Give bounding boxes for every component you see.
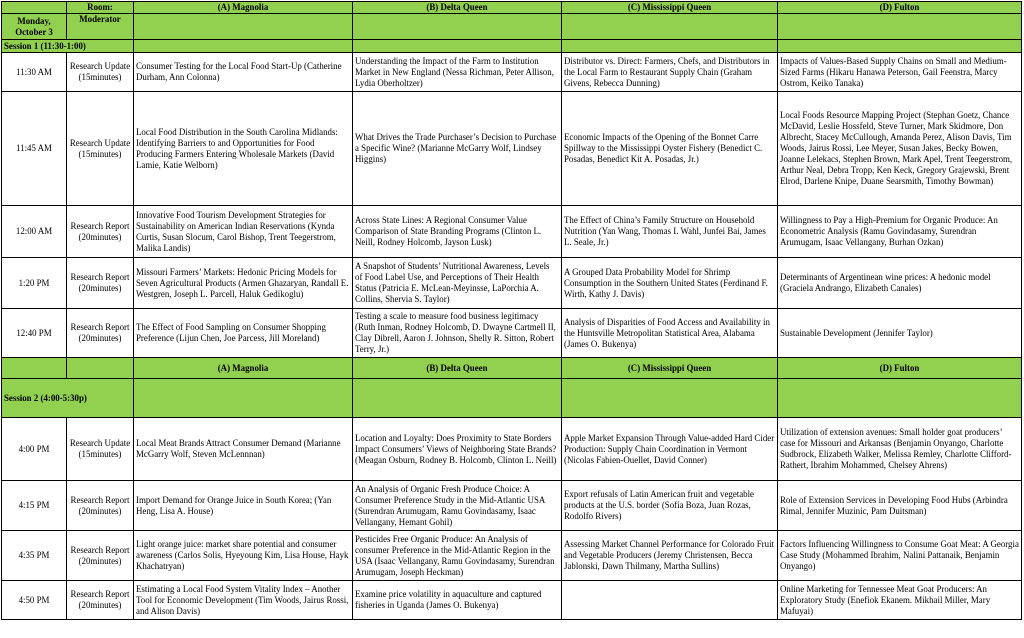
room-c-cell: Distributor vs. Direct: Farmers, Chefs, and Distributors in the Local Farm to Restaurant Supply Chain (Graham Givens, Rebecca Dunning) [562, 53, 778, 92]
s2-room-d-header: (D) Fulton [778, 358, 1022, 379]
time-cell: 4:00 PM [2, 418, 67, 481]
moderator-d [778, 14, 1022, 40]
time-cell: 12:00 AM [2, 206, 67, 258]
moderator-row [2, 14, 1022, 40]
table-row [2, 258, 1022, 309]
session2-body [2, 418, 1022, 620]
time-cell: 11:45 AM [2, 92, 67, 206]
room-b-cell: What Drives the Trade Purchaser’s Decision to Purchase a Specific Wine? (Marianne McGarry Wolf, Lindsey Higgins) [353, 92, 562, 206]
room-c-cell: The Effect of China’s Family Structure on Household Nutrition (Yan Wang, Thomas I. Wahl, Junfei Bai, James L. Seale, Jr.) [562, 206, 778, 258]
room-c-cell: Assessing Market Channel Performance for Colorado Fruit and Vegetable Producers (Jeremy Christensen, Becca Jablonski, Dawn Thilmany, Martha Sullins) [562, 531, 778, 581]
time-cell: 1:20 PM [2, 258, 67, 309]
room-d-cell: Online Marketing for Tennessee Meat Goat Producers: An Exploratory Study (Enefiok Ekanem. Mikhail Miller, Mary Mafuyai) [778, 581, 1022, 620]
room-a-cell: Local Food Distribution in the South Carolina Midlands: Identifying Barriers to and Opportunities for Food Producing Farmers Entering Wholesale Markets (David Lamie, Katie Welborn) [134, 92, 353, 206]
room-b-cell: Understanding the Impact of the Farm to Institution Market in New England (Nessa Richman, Peter Allison, Lydia Oberholtzer) [353, 53, 562, 92]
moderator-a [134, 14, 353, 40]
room-d-cell: Factors Influencing Willingness to Consume Goat Meat: A Georgia Case Study (Mohammed Ibrahim, Nalini Pattanaik, Benjamin Onyango) [778, 531, 1022, 581]
table-row [2, 531, 1022, 581]
room-d-cell: Determinants of Argentinean wine prices: A hedonic model (Graciela Andrango, Elizabeth Canales) [778, 258, 1022, 309]
session2-title: Session 2 (4:00-5:30p) [2, 379, 134, 418]
time-cell: 4:50 PM [2, 581, 67, 620]
room-b-cell: Across State Lines: A Regional Consumer Value Comparison of State Branding Programs (Clinton L. Neill, Rodney Holcomb, Jayson Lusk) [353, 206, 562, 258]
schedule-table [1, 1, 1022, 620]
type-cell: Research Update (15minutes) [67, 92, 134, 206]
room-d-header: (D) Fulton [778, 2, 1022, 14]
table-row [2, 309, 1022, 358]
room-b-cell: Pesticides Free Organic Produce: An Analysis of consumer Preference in the Mid-Atlantic Region in the USA (Isaac Vellangany, Ramu Govindasamy, Surendran Arumugam, Joseph Heckman) [353, 531, 562, 581]
table-row [2, 206, 1022, 258]
table-row [2, 481, 1022, 531]
session1-title-row [2, 40, 1022, 53]
type-cell: Research Report (20minutes) [67, 309, 134, 358]
time-cell: 4:35 PM [2, 531, 67, 581]
type-cell: Research Report (20minutes) [67, 481, 134, 531]
room-d-cell: Role of Extension Services in Developing Food Hubs (Arbindra Rimal, Jennifer Muzinic, Pam Duitsman) [778, 481, 1022, 531]
room-c-cell: Economic Impacts of the Opening of the Bonnet Carre Spillway to the Mississippi Oyster Fishery (Benedict C. Posadas, Benedict Kit A. Posadas, Jr.) [562, 92, 778, 206]
type-cell: Research Report (20minutes) [67, 258, 134, 309]
type-cell: Research Update (15minutes) [67, 53, 134, 92]
room-d-cell: Utilization of extension avenues: Small holder goat producers’ case for Missouri and Arkansas (Benjamin Onyango, Charlotte Sudbrock, Elizabeth Walker, Melissa Remley, Charlotte Clifford-Rathert, Ibrahim Mohammed, Chelsey Ahrens) [778, 418, 1022, 481]
type-cell: Research Report (20minutes) [67, 206, 134, 258]
type-cell: Research Update (15minutes) [67, 418, 134, 481]
room-a-cell: Innovative Food Tourism Development Strategies for Sustainability on American Indian Reservations (Kynda Curtis, Susan Slocum, Carol Bishop, Trent Teegerstrom, Malika Landis) [134, 206, 353, 258]
moderator-c [562, 14, 778, 40]
room-a-header: (A) Magnolia [134, 2, 353, 14]
room-c-cell: Export refusals of Latin American fruit and vegetable products at the U.S. border (Sofía Boza, Juan Rozas, Rodolfo Rivers) [562, 481, 778, 531]
moderator-b [353, 14, 562, 40]
room-a-cell: Import Demand for Orange Juice in South Korea; (Yan Heng, Lisa A. House) [134, 481, 353, 531]
room-label: Room: [67, 2, 134, 14]
room-a-cell: Consumer Testing for the Local Food Start-Up (Catherine Durham, Ann Colonna) [134, 53, 353, 92]
room-a-cell: Light orange juice: market share potential and consumer awareness (Carlos Solis, Hyeyoung Kim, Lisa House, Hayk Khachatryan) [134, 531, 353, 581]
room-header-row [2, 2, 1022, 14]
room-b-cell: A Snapshot of Students’ Nutritional Awareness, Levels of Food Label Use, and Perceptions of Their Health Status (Patricia E. McLean-Meyinsse, LaPorchia A. Collins, Shervia S. Taylor) [353, 258, 562, 309]
type-cell: Research Report (20minutes) [67, 531, 134, 581]
session1-title: Session 1 (11:30-1:00) [2, 40, 134, 53]
time-cell: 12:40 PM [2, 309, 67, 358]
table-row [2, 53, 1022, 92]
room-a-cell: Estimating a Local Food System Vitality Index – Another Tool for Economic Development (Tim Woods, Jairus Rossi, and Alison Davis) [134, 581, 353, 620]
room-b-cell: An Analysis of Organic Fresh Produce Choice: A Consumer Preference Study in the Mid-Atlantic USA (Surendran Arumugam, Ramu Govindasamy, Isaac Vellangany, Hemant Gohil) [353, 481, 562, 531]
corner-cell [2, 2, 67, 14]
time-cell: 11:30 AM [2, 53, 67, 92]
type-cell: Research Report (20minutes) [67, 581, 134, 620]
room-a-cell: The Effect of Food Sampling on Consumer Shopping Preference (Lijun Chen, Joe Parcess, Jill Moreland) [134, 309, 353, 358]
session2-room-row [2, 358, 1022, 379]
room-b-header: (B) Delta Queen [353, 2, 562, 14]
room-c-cell: Analysis of Disparities of Food Access and Availability in the Huntsville Metropolitan Statistical Area, Alabama (James O. Bukenya) [562, 309, 778, 358]
room-b-cell: Examine price volatility in aquaculture and captured fisheries in Uganda (James O. Bukenya) [353, 581, 562, 620]
s2-room-c-header: (C) Mississippi Queen [562, 358, 778, 379]
moderator-label: Moderator [67, 14, 134, 40]
room-b-cell: Testing a scale to measure food business legitimacy (Ruth Inman, Rodney Holcomb, D. Dwayne Cartmell II, Clay Dibrell, Aaron J. Johnson, Shelly R. Sitton, Robert Terry, Jr.) [353, 309, 562, 358]
room-d-cell: Willingness to Pay a High-Premium for Organic Produce: An Econometric Analysis (Ramu Govindasamy, Surendran Arumugam, Isaac Vellangany, Burhan Ozkan) [778, 206, 1022, 258]
table-row [2, 92, 1022, 206]
s2-room-b-header: (B) Delta Queen [353, 358, 562, 379]
room-c-cell: A Grouped Data Probability Model for Shrimp Consumption in the Southern United States (Ferdinand F. Wirth, Kathy J. Davis) [562, 258, 778, 309]
day-label: Monday, October 3 [2, 14, 67, 40]
room-d-cell: Local Foods Resource Mapping Project (Stephan Goetz, Chance McDavid, Leslie Hossfeld, Steve Turner, Mark Skidmore, Don Albrecht, Stacey McCullough, Amanda Perez, Alison Davis, Tim Woods, Jairus Rossi, Lee Meyer, Susan Jakes, Becky Bowen, Joanne Lelekacs, Stephen Brown, Mark Apel, Trent Teegerstrom, Arthur Neal, Debra Tropp, Ken Keck, Gregory Grajewski, Brent Elrod, Darlene Knipe, Duane Searsmith, Timothy Bowman) [778, 92, 1022, 206]
room-a-cell: Local Meat Brands Attract Consumer Demand (Marianne McGarry Wolf, Steven McLennnan) [134, 418, 353, 481]
room-a-cell: Missouri Farmers’ Markets: Hedonic Pricing Models for Seven Agricultural Products (Armen Ghazaryan, Randall E. Westgren, Joseph L. Parcell, Haluk Gedikoglu) [134, 258, 353, 309]
room-d-cell: Impacts of Values-Based Supply Chains on Small and Medium-Sized Farms (Hikaru Hanawa Peterson, Gail Feenstra, Marcy Ostrom, Keiko Tanaka) [778, 53, 1022, 92]
time-cell: 4:15 PM [2, 481, 67, 531]
room-c-header: (C) Mississippi Queen [562, 2, 778, 14]
room-c-cell: Apple Market Expansion Through Value-added Hard Cider Production: Supply Chain Coordination in Vermont (Nicolas Fabien-Ouellet, David Conner) [562, 418, 778, 481]
room-d-cell: Sustainable Development (Jennifer Taylor) [778, 309, 1022, 358]
room-b-cell: Location and Loyalty: Does Proximity to State Borders Impact Consumers’ Views of Neighboring State Brands? (Meagan Osburn, Rodney B. Holcomb, Clinton L. Neill) [353, 418, 562, 481]
room-c-cell [562, 581, 778, 620]
session2-title-row [2, 379, 1022, 418]
table-row [2, 418, 1022, 481]
session1-body [2, 53, 1022, 358]
table-row [2, 581, 1022, 620]
s2-room-a-header: (A) Magnolia [134, 358, 353, 379]
